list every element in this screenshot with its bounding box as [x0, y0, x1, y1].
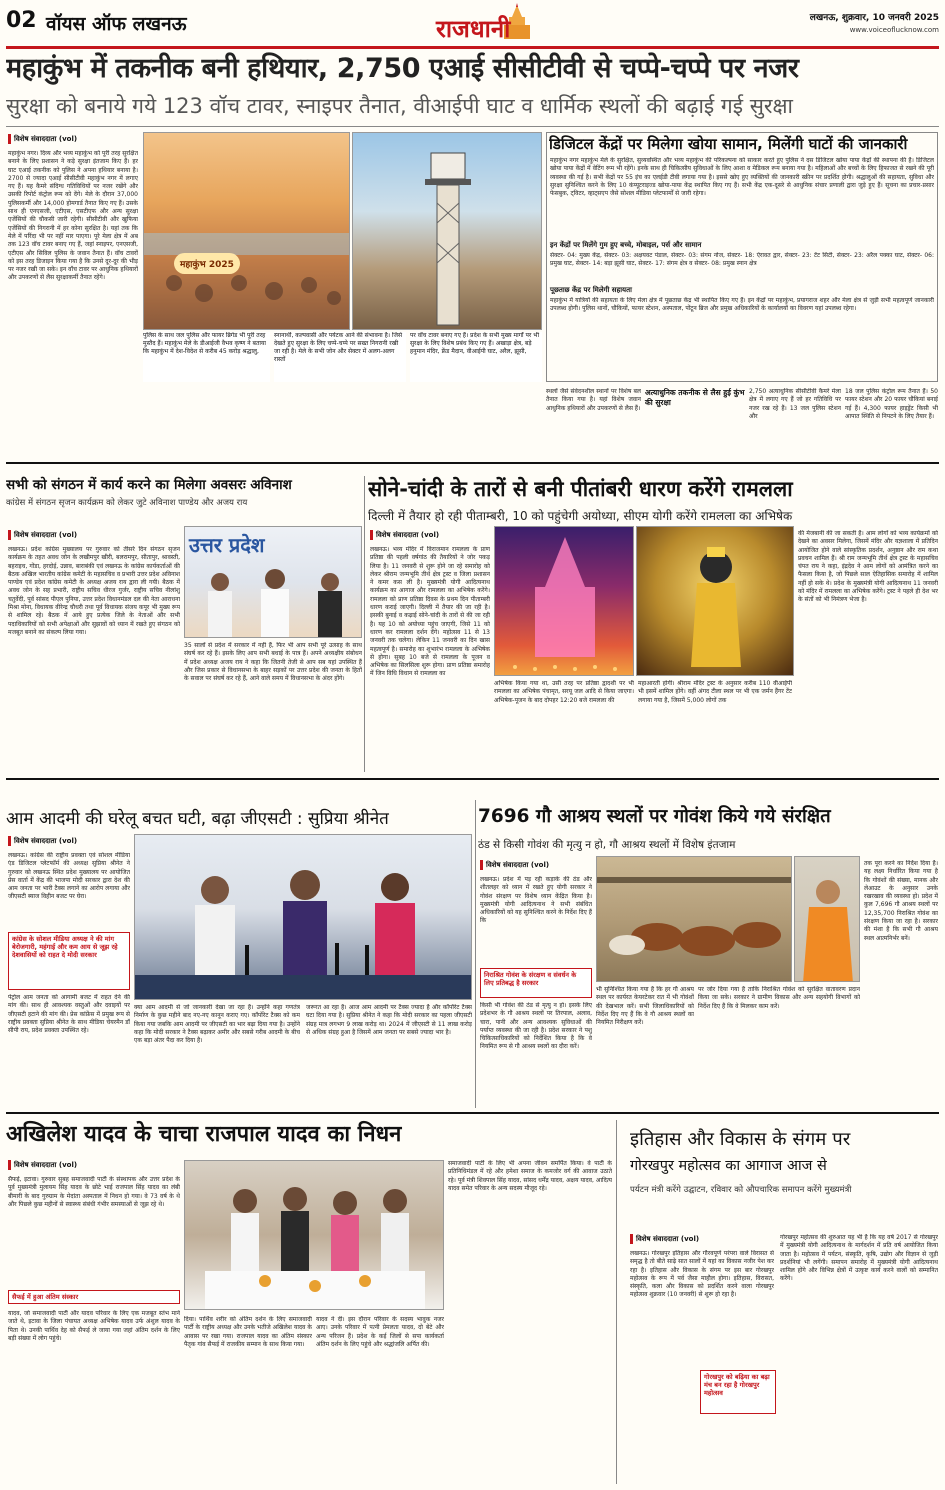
photo-caption-2: स्नानार्थी, कल्पवासी और पर्यटक आने की संभावना है। जिसे देखते हुए सुरक्षा के लिए चप्पे-चप्पे पर सख्त निगरानी रखी जा रही है। मेले के सभी जोन और सेक्टर में अलग-अलग रास्तों	[274, 332, 406, 382]
mahakumbh-subhead: सुरक्षा को बनाये गये 123 वॉच टावर, स्नाइपर तैनात, वीआईपी घाट व धार्मिक स्थलों की बढ़ाई गई सुरक्षा	[6, 94, 793, 118]
rajpal-col-2: दिया। पार्थिव शरीर को अंतिम दर्शन के लिए समाजवादी पार्टी के राष्ट्रीय अध्यक्ष और उनके भतीजे अखिलेश यादव के आवास पर रखा गया। राजपाल यादव का अंतिम संस्कार पैतृक गांव सैफई में राजकीय सम्मान के साथ किया गया।	[184, 1316, 312, 1348]
ramlala-caption-1: अभिषेक किया गया था, उसी तरह पर प्रतिष्ठा द्वादशी पर भी रामलला का अभिषेक पंचामृत, सरयू जल आदि से किया जाएगा। अभिषेक-पूजन के बाद दोपहर 12:20 बजे रामलला की	[494, 680, 634, 704]
section-rule	[6, 462, 939, 464]
supriya-headline: आम आदमी की घरेलू बचत घटी, बढ़ा जीएसटी : सुप्रिया श्रीनेत	[6, 809, 389, 829]
rajpal-body: सैफई, इटावा। गुरुवार सुबह समाजवादी पार्टी के संस्थापक और उत्तर प्रदेश के पूर्व मुख्यमंत्री मुलायम सिंह यादव के छोटे भाई राजपाल सिंह यादव का लंबी बीमारी के बाद गुरुग्राम के मेदांता अस्पताल में निधन हो गया। वे 73 वर्ष के थे और पिछले कुछ महीनों से स्वास्थ्य संबंधी गंभीर समस्याओं से जूझ रहे थे।	[8, 1176, 180, 1208]
section-rule	[6, 778, 939, 780]
rajpal-body-2: यादव, जो समाजवादी पार्टी और यादव परिवार के लिए एक मजबूत स्तंभ माने जाते थे, इटावा के जिला पंचायत अध्यक्ष अभिषेक यादव उर्फ अंशुल यादव के पिता थे। उनकी पार्थिव देह को सैफई ले जाया गया जहां अंतिम दर्शन के लिए बड़ी संख्या में लोग पहुंचे।	[8, 1310, 180, 1342]
gorakhpur-tag: गोरखपुर को बढ़िया का बढ़ा मंच बन रहा है गोरखपुर महोत्सव	[700, 1370, 776, 1414]
section-name: वॉयस ऑफ लखनऊ	[46, 13, 187, 35]
column-divider	[364, 476, 365, 772]
govansh-headline: 7696 गौ आश्रय स्थलों पर गोवंश किये गये संरक्षित	[478, 806, 831, 827]
watch-tower-photo	[352, 132, 542, 330]
issue-date: लखनऊ, शुक्रवार, 10 जनवरी 2025	[809, 13, 939, 23]
ram-temple-photo	[494, 526, 634, 676]
supriya-tag: कांग्रेस के सोशल मीडिया अध्यक्ष ने की मांग बेरोजगारी, महंगाई और कम आय से जूझ रहे देशवासियों को राहत दे मोदी सरकार	[8, 932, 130, 990]
ramlala-idol-photo	[636, 526, 794, 676]
digital-body-2: महाकुंभ में यात्रियों की सहायता के लिए मेला क्षेत्र में पूछताछ केंद्र भी स्थापित किए गए हैं। इन केंद्रों पर महाकुंभ, प्रयागराज शहर और मेला क्षेत्र से जुड़ी सभी महत्वपूर्ण जानकारी उपलब्ध होगी। पुलिस थानों, चौकियों, फायर स्टेशन, अस्पताल, पोंटून ब्रिज और प्रमुख अधिकारियों के कार्यालयों का विवरण यहां उपलब्ध रहेगा।	[550, 297, 934, 313]
masthead-rule	[6, 46, 939, 49]
photo-caption-1: पुलिस के साथ जल पुलिस और फायर ब्रिगेड भी पूरी तरह मुस्तैद हैं। महाकुंभ मेले के डीआईजी वैभव कृष्ण ने बताया कि महाकुंभ में देश-विदेश से करीब 45 करोड़ श्रद्धालु,	[143, 332, 270, 382]
page-number: 02	[6, 8, 37, 33]
divider	[6, 126, 939, 127]
govansh-col-3: पर जोर दिया गया है ताकि निराश्रित गोवंश को सुरक्षित वातावरण प्रदान किया जा सके। सरकार ने ग्रामीण विकास और अन्य सहयोगी विभागों को निर्देश दिए हैं कि वे मिलकर काम करें।	[698, 986, 860, 1010]
section-rule	[6, 1112, 939, 1114]
mahakumbh-crowd-photo	[143, 132, 350, 330]
govansh-body-2: किसी भी गोवंश की ठंड से मृत्यु न हो। इसके लिए प्रदेशभर के गौ आश्रय स्थलों पर तिरपाल, अलाव, चारा, पानी और अन्य आवश्यक सुविधाओं की पर्याप्त व्यवस्था की जा रही है। प्रदेश सरकार ने पशु चिकित्साधिकारियों को निर्देशित किया है कि वे नियमित रूप से गौ आश्रय स्थलों का दौरा करें।	[480, 1002, 592, 1051]
congress-meeting-photo	[184, 526, 362, 638]
ramlala-caption-2: महाआरती होगी। श्रीराम मंदिर ट्रस्ट के अनुसार करीब 110 वीआईपी भी इसमें शामिल होंगे। वहीं अंगद टीला स्थल पर भी एक जर्मन हैंगर टेंट लगाया गया है, जिसमें 5,000 लोगों तक	[638, 680, 792, 704]
mahakumbh-col-3: 2,750 अत्याधुनिक सीसीटीवी कैमरे मेला क्षेत्र में लगाए गए हैं जो हर गतिविधि पर नजर रख रहे हैं। 13 जल पुलिस स्टेशन और	[749, 388, 841, 420]
website-url[interactable]: www.voiceoflucknow.com	[849, 26, 939, 34]
byline: विशेष संवाददाता (vol)	[8, 530, 77, 540]
ramlala-col-right: की मेजबानी की जा सकती है। आम लोगों को भव्य कार्यक्रमों को देखने का अवसर मिलेगा, जिसमें मंदिर और यज्ञशाला में प्रतिदिन आयोजित होने वाले सांस्कृतिक प्रदर्शन, अनुष्ठान और राम कथा प्रवचन शामिल हैं। श्री राम जन्मभूमि तीर्थ क्षेत्र ट्रस्ट के महासचिव चंपत राय ने कहा, इंद्रदेव ने आम लोगों को आमंत्रित करने का फैसला किया है, जो पिछले साल ऐतिहासिक समारोह में शामिल नहीं हो सके थे। प्रदेश के मुख्यमंत्री योगी आदित्यनाथ 11 जनवरी को मंदिर में रामलला का अभिषेक करेंगे। ट्रस्ट ने पहले ही देश भर के संतों को भी निमंत्रण भेजा है।	[798, 530, 938, 604]
sangathan-headline: सभी को संगठन में कार्य करने का मिलेगा अवसरः अविनाश	[6, 477, 292, 493]
gorakhpur-col-right: गोरखपुर महोत्सव की शुरुआत यह भी है कि यह वर्ष 2017 से गोरखपुर में मुख्यमंत्री योगी आदित्यनाथ के मार्गदर्शन में प्रति वर्ष आयोजित किया जाता है। महोत्सव में पर्यटन, संस्कृति, कृषि, उद्योग और विज्ञान से जुड़ी प्रदर्शनियां भी लगेंगी। समापन समारोह में मुख्यमंत्री योगी आदित्यनाथ शामिल होंगे और विभिन्न क्षेत्रों में उत्कृष्ट कार्य करने वालों को सम्मानित करेंगे।	[780, 1234, 938, 1283]
digital-headline: डिजिटल केंद्रों पर मिलेगा खोया सामान, मिलेंगी घाटों की जानकारी	[549, 135, 908, 153]
digital-list: सेक्टर- 04: मुख्य केंद्र, सेक्टर- 03: अक्षयवट पंडाल, सेक्टर- 03: संगम नोज, सेक्टर- 18: ऐरावत द्वार, सेक्टर- 23: टेंट सिटी, सेक्टर- 23: अरैल पक्का घाट, सेक्टर- 06: प्रमुख घाट, सेक्टर- 14: बड़ा झूसी घाट, सेक्टर- 17: संगम क्षेत्र व सेक्टर- 08: प्रमुख स्नान क्षेत्र	[550, 252, 934, 268]
rajpal-headline: अखिलेश यादव के चाचा राजपाल यादव का निधन	[6, 1122, 402, 1147]
byline: विशेष संवाददाता (vol)	[480, 860, 549, 870]
mahakumbh-col-4: 18 जल पुलिस कंट्रोल रूम तैनात हैं। 50 फायर स्टेशन और 20 फायर चौकियां बनाई गई हैं। 4,300 फायर हाइड्रेंट किसी भी आपात स्थिति से निपटने के लिए तैयार हैं।	[845, 388, 938, 420]
mahakumbh-headline: महाकुंभ में तकनीक बनी हथियार, 2,750 एआई सीसीटीवी से चप्पे-चप्पे पर नजर	[6, 53, 799, 84]
gorakhpur-headline: इतिहास और विकास के संगम पर	[630, 1129, 851, 1150]
govansh-subhead: ठंड से किसी गोवंश की मृत्यु न हो, गौ आश्रय स्थलों में विशेष इंतजाम	[478, 839, 736, 851]
mahakumbh-col-2: स्थलों जैसे संवेदनशील स्थानों पर विशेष बल तैनात किया गया है। यहां विशेष जवान आधुनिक हथियारों और उपकरणों से लैस हैं।	[546, 388, 641, 412]
sangathan-body: लखनऊ। प्रदेश कांग्रेस मुख्यालय पर गुरुवार को तीसरे दिन संगठन सृजन कार्यक्रम के तहत अवध जोन के लखीमपुर खीरी, बलरामपुर, सीतापुर, श्रावस्ती, बहराइच, गोंडा, हरदोई, उन्नाव, बाराबंकी एवं लखनऊ के कांग्रेस कार्यकर्ताओं की बैठक अखिल भारतीय कांग्रेस कमेटी के महासचिव व प्रभारी उत्तर प्रदेश अविनाश पाण्डेय एवं प्रदेश कांग्रेस कमेटी के अध्यक्ष अजय राय द्वारा ली गयी। बैठक में अवध जोन के सह प्रभारी, राष्ट्रीय सचिव धीरज गुर्जर, राष्ट्रीय सचिव नीलांशु चतुर्वेदी, पूर्व सांसद पीएल पुनिया, उत्तर प्रदेश विधानमंडल दल की नेता आराधना मिश्रा मोना, विधायक वीरेन्द्र चौधरी तथा पूर्व विधायक संजय कपूर भी मुख्य रूप से शामिल रहे। बैठक में आये हुए प्रत्येक जिले के नेताओं और सभी पदाधिकारियों को सभी अपेक्षाओं और सुझावों को ध्यान में रखते हुए संगठन को मजबूत बनाने का संकल्प लिया गया।	[8, 546, 180, 636]
digital-subhead: इन केंद्रों पर मिलेंगे गुम हुए बच्चे, मोबाइल, पर्स और सामान	[550, 241, 702, 249]
supriya-body-2: पेट्रोल आम जनता को आगामी बजट में राहत देने की मांग की। साथ ही आवश्यक वस्तुओं और दवाइयों पर जीएसटी हटाने की मांग की। प्रेस कांफ्रेंस में प्रमुख रूप से राष्ट्रीय प्रवक्ता सुप्रिया श्रीनेत के साथ मीडिया चेयरमैन डॉ सीपी राय, प्रदेश प्रवक्ता उपस्थित रहे।	[8, 994, 130, 1035]
govansh-tag: निराश्रित गोवंश के संरक्षण व संवर्धन के लिए प्रतिबद्ध है सरकार	[480, 968, 592, 998]
cow-shelter-photo	[596, 856, 792, 982]
column-divider	[616, 1120, 617, 1484]
ramlala-body: लखनऊ। भव्य मंदिर में विराजमान रामलला के प्राण प्रतिष्ठा की पहली वर्षगांठ की तैयारियों ने जोर पकड़ लिया है। 11 जनवरी से शुरू होने जा रहे समारोह को लेकर श्रीराम जन्मभूमि तीर्थ क्षेत्र ट्रस्ट व जिला प्रशासन ने कमर कस ली है। मुख्यमंत्री योगी आदित्यनाथ कार्यक्रम का आगाज और रामलला का अभिषेक करेंगे। रामलला को प्राण प्रतिष्ठा दिवस के प्रथम दिन पीताम्बरी धारण कराई जाएगी। दिल्ली में तैयार की जा रही है। इसकी बुनाई व कढ़ाई सोने-चांदी के तारों से की जा रही है। यह 10 को अयोध्या पहुंच जाएगी, जिसे 11 को धारण कर रामलला दर्शन देंगे। महोत्सव 11 से 13 जनवरी तक चलेगा। लेकिन 11 जनवरी का दिन खास महत्वपूर्ण है। समारोह का शुभारंभ रामलला के अभिषेक से होगा। सुबह 10 बजे से रामलला के पूजन व अभिषेक का सिलसिला शुरू होगा। प्राण प्रतिष्ठा समारोह में जिन विधि विधान से रामलला का	[370, 546, 490, 678]
gorakhpur-headline-2: गोरखपुर महोत्सव का आगाज आज से	[630, 1158, 827, 1174]
mahakumbh-body-left: महाकुंभ नगर। दिव्य और भव्य महाकुंभ को पूरी तरह सुरक्षित बनाने के लिए प्रशासन ने कड़े सुरक्षा इंतजाम किए हैं। हर घाट एआई तकनीक को पुलिस ने अपना हथियार बनाया है। 2700 से ज्यादा एआई सीसीटीवी महाकुंभ नगर में लगाए गए हैं। यह कैमरे संदिग्ध गतिविधियों पर नजर रखेंगे और उसकी रिपोर्ट कंट्रोल रूम को देंगे। मेले के दौरान 37,000 पुलिसकर्मी और 14,000 होमगार्ड तैनात किए गए हैं। उसके साथ ही एनएसजी, एटीएस, एसटीएफ और अन्य सुरक्षा एजेंसियों की चौकसी जारी रहेगी। सीसीटीवी और खुफिया एजेंसियों की निगरानी में हर कोना सुरक्षित है। यहां तक कि मेले में परिंदा भी पर नहीं मार पाएगा। पूरे मेला क्षेत्र में अब तक 123 वॉच टावर बनाए गए हैं, जहां स्नाइपर, एनएसजी, एटीएस और सिविल पुलिस के जवान तैनात हैं। वॉच टावरों को इस तरह डिजाइन किया गया है कि उनसे दूर-दूर की भीड़ पर नजर रखी जा सके। इन वॉच टावर पर आधुनिक हथियारों और उपकरणों से लैस सुरक्षाकर्मी तैनात रहेंगे।	[8, 150, 138, 282]
byline: विशेष संवाददाता (vol)	[370, 530, 439, 540]
banner-text: उत्तर प्रदेश	[189, 533, 265, 557]
rajpal-col-4: समाजवादी पार्टी के लिए भी अपना जीवन समर्पित किया। वे पार्टी के प्रतिनिधिमंडल में रहे और हमेशा समाज के कमजोर वर्ग की आवाज उठाते रहे। पूर्व मंत्री शिवपाल सिंह यादव, सांसद धर्मेंद्र यादव, अक्षय यादव, आदित्य यादव समेत परिवार के अन्य सदस्य मौजूद रहे।	[448, 1160, 612, 1192]
digital-subhead-2: पूछताछ केंद्र पर मिलेगी सहायता	[550, 286, 632, 294]
supriya-body: लखनऊ। कांग्रेस की राष्ट्रीय प्रवक्ता एवं सोशल मीडिया एंड डिजिटल प्लेटफॉर्म की अध्यक्ष सुप्रिया श्रीनेत ने गुरुवार को लखनऊ स्थित प्रदेश मुख्यालय पर आयोजित प्रेस वार्ता में केंद्र की भाजपा मोदी सरकार द्वारा देश की आम जनता पर भारी टैक्स लगाने का आरोप लगाया और जीएसटी ब्याज विहीन बजट पर घेरा।	[8, 852, 130, 901]
byline: विशेष संवाददाता (vol)	[8, 836, 77, 846]
column-divider	[475, 800, 476, 1108]
supriya-col-2: क्या आम आदमी से जो जानकारी देखा जा रहा है। उन्होंने कहा गणतंत्र निर्माण के कुछ महीने बाद नए-नए कानून कराए गए। कॉर्पोरेट टैक्स को कम किया गया जबकि आम आदमी पर जीएसटी का भार बढ़ा दिया गया है। उन्होंने कहा कि मोदी सरकार ने टैक्स बढ़ाकर अमीर और सबसे गरीब आदमी के बीच एक बड़ा अंतर पैदा कर दिया है।	[134, 1004, 300, 1045]
sangathan-subhead: कांग्रेस में संगठन सृजन कार्यक्रम को लेकर जुटे अविनाश पाण्डेय और अजय राय	[6, 498, 248, 508]
ramlala-headline: सोने-चांदी के तारों से बनी पीतांबरी धारण करेंगे रामलला	[368, 477, 793, 501]
byline: विशेष संवाददाता (vol)	[630, 1234, 699, 1244]
rajpal-col-3: यादव ने दी। इस दौरान परिवार के सदस्य भावुक नजर आए। उनके परिवार में पत्नी प्रेमलता यादव, दो बेटे और अन्य परिजन हैं। प्रदेश के कई जिलों से सपा कार्यकर्ता अंतिम दर्शन के लिए पहुंचे और श्रद्धांजलि अर्पित की।	[316, 1316, 444, 1348]
security-tag: अत्याधुनिक तकनीक से लैस हुई कुंभ की सुरक्षा	[645, 388, 745, 407]
rajpal-funeral-photo	[184, 1160, 444, 1310]
photo-caption-3: पर वॉच टावर बनाए गए हैं। प्रदेश के सभी मुख्य मार्गों पर भी सुरक्षा के लिए विशेष प्रबंध किए गए हैं। अखाड़ा क्षेत्र, बड़े हनुमान मंदिर, फ्रेंड मैदान, वीआईपी घाट, अरैल, झूसी,	[410, 332, 542, 382]
mahakumbh-badge: महाकुंभ 2025	[174, 253, 240, 274]
digital-body: महाकुंभ नगर महाकुंभ मेले के सुरक्षित, सुव्यवस्थित और भव्य महाकुंभ की परिकल्पना को साकार करते हुए पुलिस ने दस डिजिटल खोया पाया केंद्रों की स्थापना की है। डिजिटल खोया पाया केंद्रों में वेटिंग रूम भी रहेंगे। इनके साथ ही चिकित्सीय सुविधाओं के लिए आशा व मेडिकल रूम बनाया गया है। महिलाओं और बच्चों के लिए हिफाजत से रखने की पूरी व्यवस्था की गई है। सभी केंद्रों पर 55 इंच का एलईडी टीवी लगाया गया है। इससे खोए हुए व्यक्तियों की जानकारी स्क्रीन पर प्रदर्शित होगी। श्रद्धालुओं की सहायता, सुविधा और सुरक्षा सुनिश्चित करने के लिए 10 कंप्यूटराइज्ड खोया-पाया केंद्र स्थापित किए गए हैं। सभी केंद्र एक-दूसरे से आधुनिक संचार प्रणाली द्वारा जुड़े हुए हैं। सूचना का प्रचार-प्रसार फेसबुक, ट्विटर, व्हाट्सएप जैसे सोशल मीडिया प्लेटफार्मों से जारी रहेगा।	[550, 157, 934, 198]
sangathan-col-2: 35 सालों से प्रदेश में सरकार में नहीं हैं, फिर भी आप सभी पूरे उत्साह के साथ संघर्ष कर रहे हैं। इसके लिए आप सभी बधाई के पात्र हैं। अपने अध्यक्षीय संबोधन में प्रदेश अध्यक्ष अजय राय ने कहा कि जितनी तेजी से आप सब यहां उपस्थित हैं और जिस प्रकार से विधानसभा के बाहर सड़कों पर उत्तर प्रदेश की जनता के हितों के सवाल पर संघर्ष कर रहे हैं, आने वाले समय में विधानसभा के अंदर होंगे।	[184, 642, 362, 683]
govansh-col-right: तक पूरा करने का निर्देश दिया है। यह लक्ष्य निर्धारित किया गया है कि गोवंशों की संख्या, मानक और लेआउट के अनुसार उनके रखरखाव की व्यवस्था हो। प्रदेश में कुल 7,696 गौ आश्रय स्थलों पर 12,35,700 निराश्रित गोवंश का संरक्षण किया जा रहा है। सरकार की मंशा है कि सभी गौ आश्रय स्थल आत्मनिर्भर बनें।	[864, 860, 938, 942]
govansh-body: लखनऊ। प्रदेश में पड़ रही कड़ाके की ठंड और शीतलहर को ध्यान में रखते हुए योगी सरकार ने गोवंश संरक्षण पर विशेष ध्यान केंद्रित किया है। मुख्यमंत्री योगी आदित्यनाथ ने सभी संबंधित अधिकारियों को यह सुनिश्चित करने के निर्देश दिए हैं कि	[480, 876, 592, 925]
govansh-col-2: भी सुनिश्चित किया गया है कि हर गौ आश्रय स्थल पर कार्यरत केयरटेकर रात में भी गोवंशों की देखभाल करें। सभी जिलाधिकारियों को निर्देश दिए गए हैं कि वे गौ आश्रय स्थलों का नियमित निरीक्षण करें।	[596, 986, 694, 1027]
rajpal-tag: सैफई में हुआ अंतिम संस्कार	[8, 1290, 180, 1304]
masthead	[0, 0, 945, 46]
supriya-col-3: जरूरत आ रहा है। आज आम आदमी पर टैक्स ज्यादा है और कॉर्पोरेट टैक्स घटा दिया गया है। सुप्रिया श्रीनेत ने कहा कि मोदी सरकार का पहला जीएसटी संग्रह मात्र लगभग 9 लाख करोड़ था। 2024 में जीएसटी से 11 लाख करोड़ से अधिक संग्रह हुआ है जिसमें आम जनता पर सबसे ज्यादा भार है।	[306, 1004, 472, 1036]
press-conference-photo	[134, 834, 472, 1000]
newspaper-logo: राजधानी	[436, 15, 511, 43]
byline: विशेष संवाददाता (vol)	[8, 1160, 77, 1170]
gorakhpur-body: लखनऊ। गोरखपुर इतिहास और गौरवपूर्ण परंपरा वाले विरासत से समृद्ध है तो बीते साढ़े सात सालों में यहां का विकास नजीर पेश कर रहा है। इतिहास और विकास के संगम पर इस बार गोरखपुर महोत्सव के रूप में पर्व जैसा माहौल होगा। इतिहास, विरासत, संस्कृति, कला और विकास को प्रदर्शित करने वाला गोरखपुर महोत्सव शुक्रवार (10 जनवरी) से शुरू हो रहा है।	[630, 1250, 774, 1299]
gorakhpur-subhead: पर्यटन मंत्री करेंगे उद्घाटन, रविवार को औपचारिक समापन करेंगे मुख्यमंत्री	[630, 1185, 852, 1195]
cm-yogi-photo	[794, 856, 860, 982]
ramlala-subhead: दिल्ली में तैयार हो रही पीताम्बरी, 10 को पहुंचेगी अयोध्या, सीएम योगी करेंगे रामलला का अभिषेक	[368, 509, 793, 523]
byline: विशेष संवाददाता (vol)	[8, 134, 77, 144]
